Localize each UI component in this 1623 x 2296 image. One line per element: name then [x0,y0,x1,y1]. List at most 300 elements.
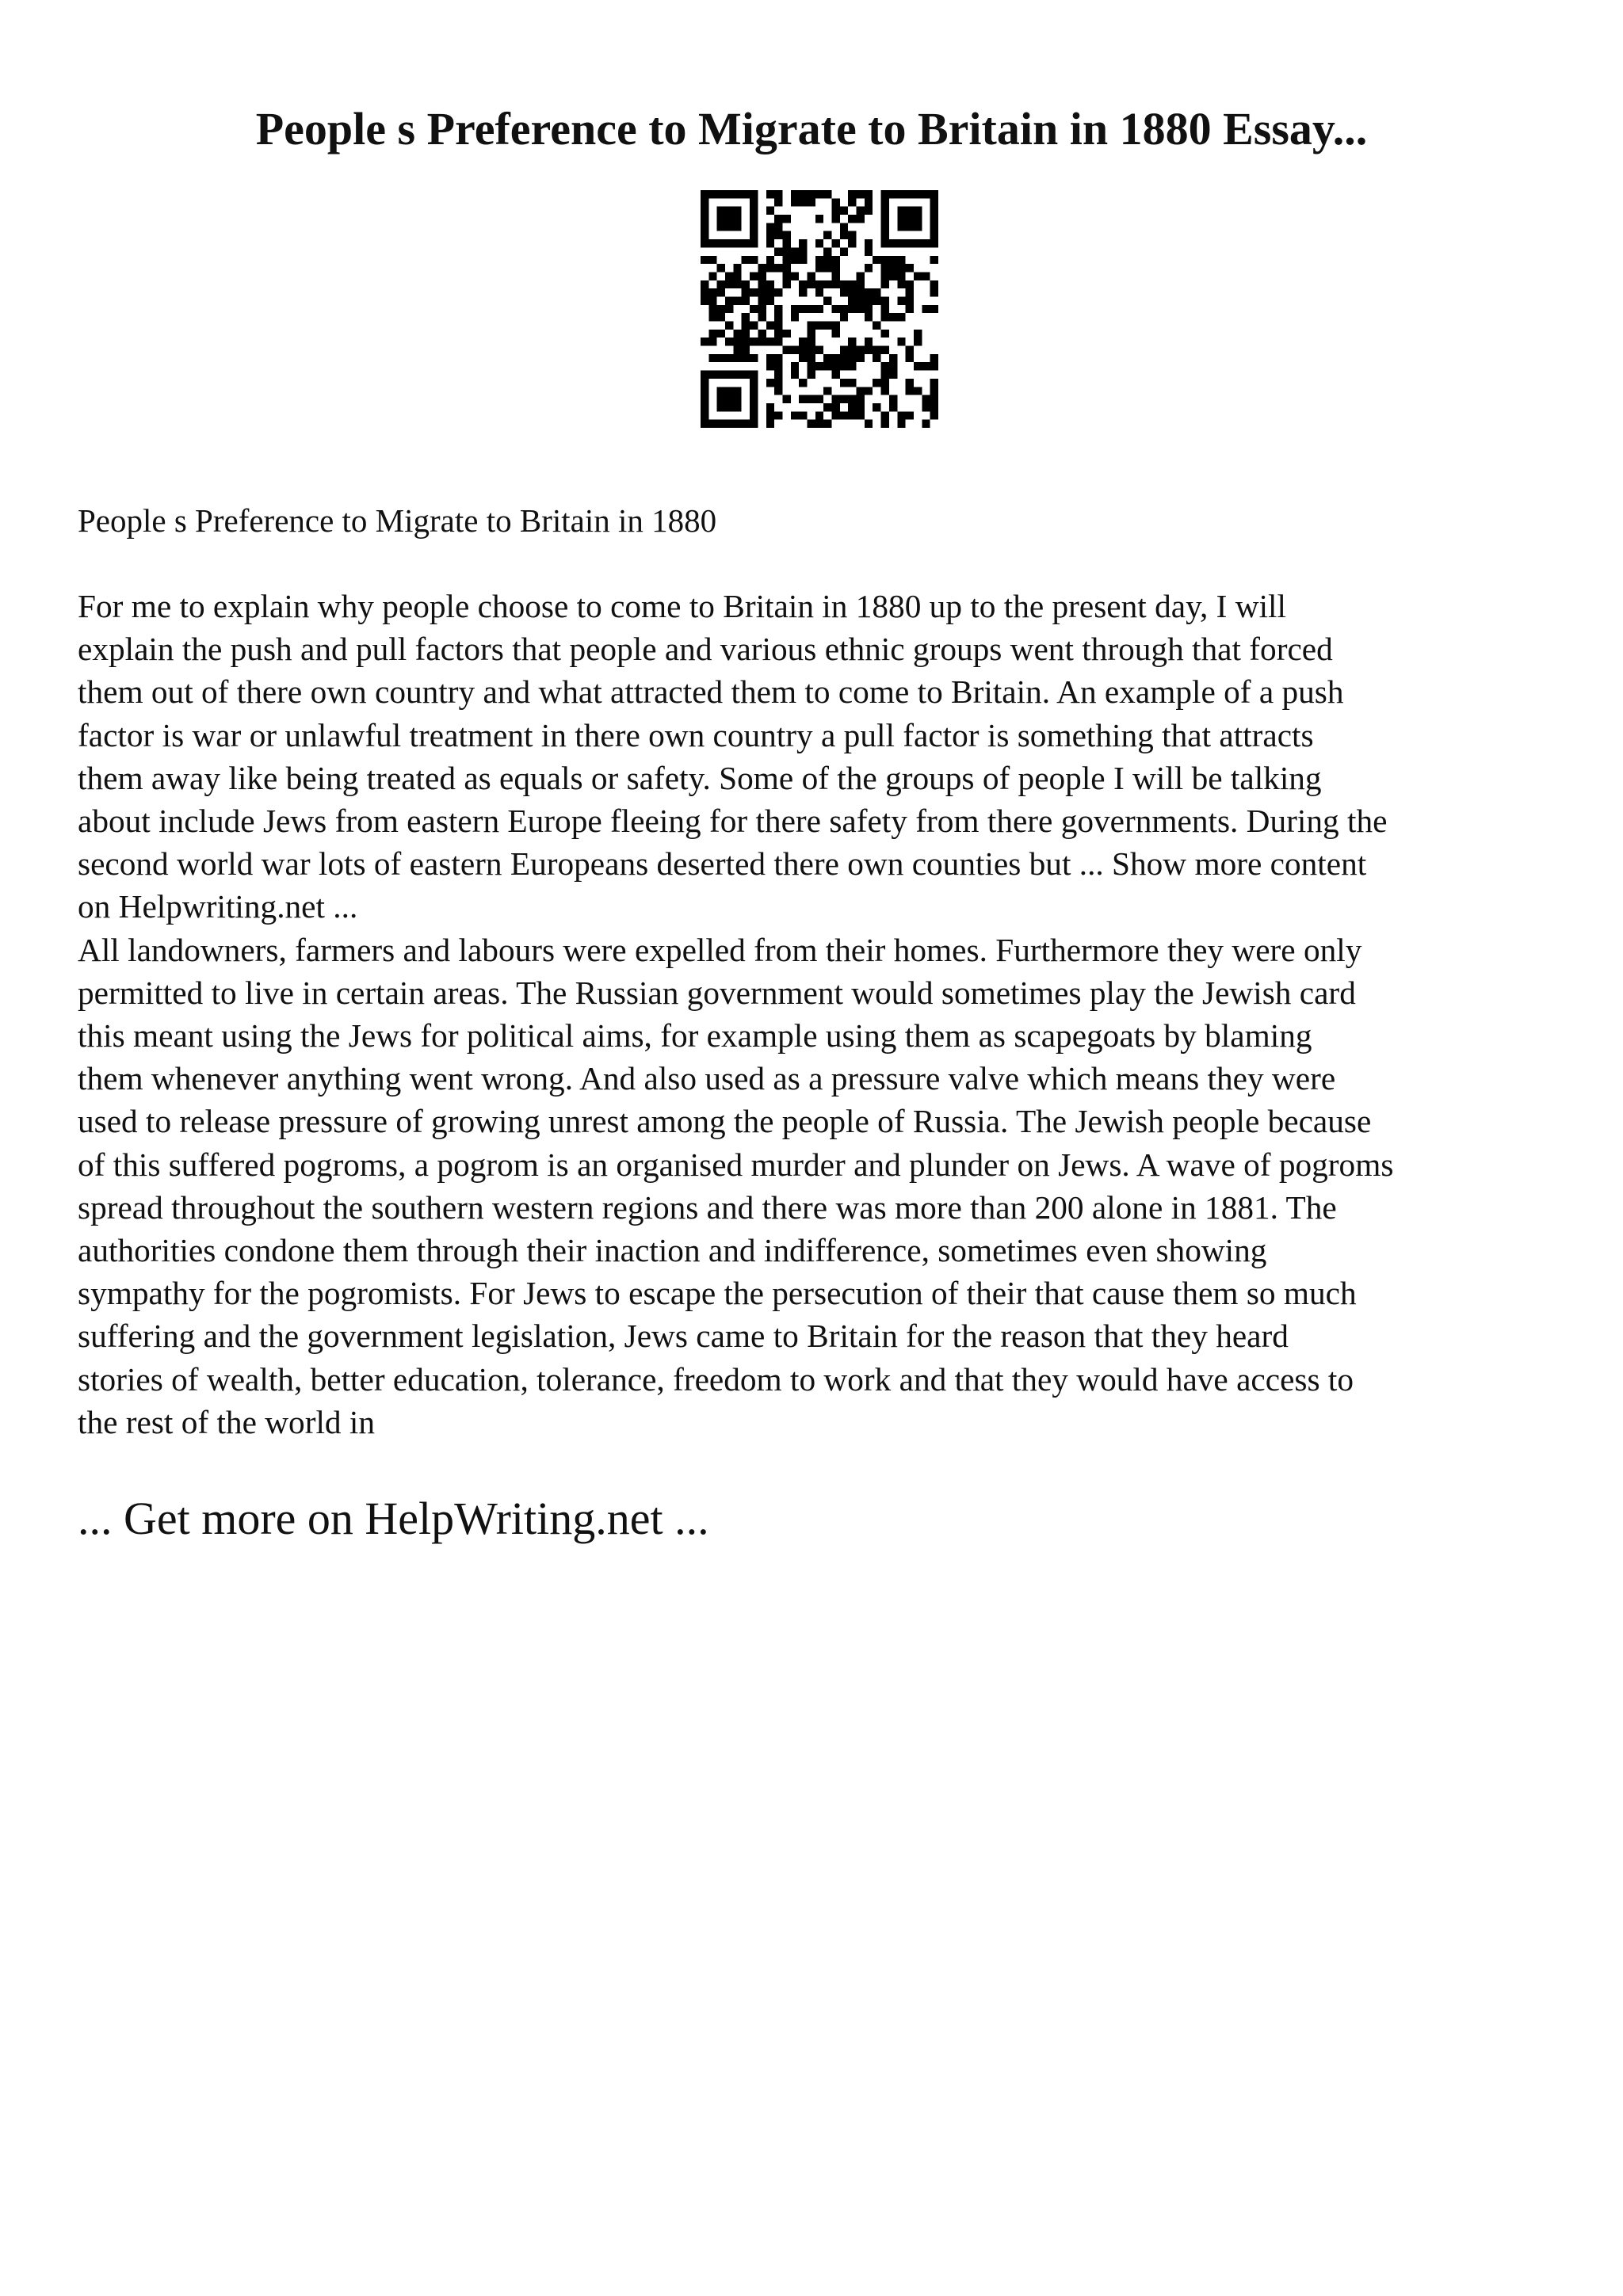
qr-module [717,264,725,272]
qr-module [832,322,840,330]
qr-module [742,296,750,304]
qr-module [897,313,905,321]
qr-module [823,322,831,330]
qr-module [758,288,766,296]
qr-module [889,362,897,370]
qr-module [758,338,766,345]
qr-module [717,354,725,362]
qr-module [733,354,741,362]
qr-module [701,239,708,247]
qr-module [914,362,922,370]
qr-module [717,305,725,313]
qr-module [848,346,856,354]
qr-module [733,403,741,411]
qr-module [857,411,865,419]
qr-module [799,288,807,296]
qr-module [881,207,889,215]
qr-module [815,411,823,419]
qr-module [791,190,799,198]
qr-module [701,411,708,419]
qr-module [930,215,938,223]
qr-module [733,280,741,288]
qr-module [930,231,938,239]
qr-module [881,296,889,304]
qr-module [930,256,938,264]
qr-module [807,362,815,370]
qr-module [774,387,782,395]
qr-module [840,247,848,255]
qr-module [725,305,733,313]
qr-module [873,256,880,264]
qr-module [906,190,914,198]
qr-module [766,420,774,428]
qr-module [881,362,889,370]
qr-module [782,272,790,280]
qr-module [791,411,799,419]
qr-module [889,190,897,198]
qr-module [717,387,725,395]
qr-module [815,215,823,223]
qr-module [782,215,790,223]
qr-module [848,190,856,198]
qr-module [701,223,708,231]
qr-module [914,239,922,247]
qr-module [725,223,733,231]
paragraph-2-line: authorities condone them through their inaction and indifference, sometimes even showing [78,1232,1267,1269]
qr-module [791,305,799,313]
qr-module [774,231,782,239]
qr-module [733,190,741,198]
qr-module [823,256,831,264]
qr-module [708,239,716,247]
qr-module [807,272,815,280]
qr-module [857,346,865,354]
qr-module [807,346,815,354]
qr-module [848,288,856,296]
qr-module [725,403,733,411]
qr-module [930,354,938,362]
qr-module [823,247,831,255]
qr-module [914,330,922,338]
qr-module [906,215,914,223]
qr-module [708,313,716,321]
qr-module [708,288,716,296]
qr-module [897,264,905,272]
qr-module [791,272,799,280]
qr-module [857,387,865,395]
qr-module [857,296,865,304]
qr-module [708,305,716,313]
qr-module [922,395,930,403]
qr-module [906,387,914,395]
qr-module [774,288,782,296]
qr-module [701,198,708,206]
qr-module [766,411,774,419]
qr-module [922,239,930,247]
qr-module [708,256,716,264]
qr-module [791,371,799,379]
qr-module [906,288,914,296]
qr-module [774,223,782,231]
qr-module [758,330,766,338]
paragraph-2-line: All landowners, farmers and labours were expelled from their homes. Furthermore they were only [78,931,1362,968]
qr-module [881,223,889,231]
qr-module [701,215,708,223]
qr-module [750,387,758,395]
qr-module [750,395,758,403]
qr-module [823,403,831,411]
qr-module [758,280,766,288]
paragraph-1-line: them out of there own country and what attracted them to come to Britain. An example of a push [78,673,1344,711]
qr-module [708,330,716,338]
qr-module [840,313,848,321]
qr-module [725,280,733,288]
qr-module [774,305,782,313]
qr-module [717,239,725,247]
qr-module [701,288,708,296]
qr-module [889,371,897,379]
qr-module [782,256,790,264]
qr-module [799,354,807,362]
qr-module [799,198,807,206]
qr-module [848,395,856,403]
qr-module [914,387,922,395]
qr-module [897,420,905,428]
qr-module [840,280,848,288]
qr-module [848,403,856,411]
qr-module [865,305,873,313]
qr-module [906,264,914,272]
qr-module [865,247,873,255]
qr-module [848,280,856,288]
qr-module [881,272,889,280]
qr-module [906,379,914,387]
qr-module [865,198,873,206]
qr-module [725,215,733,223]
qr-module [774,354,782,362]
qr-module [717,330,725,338]
qr-module [857,395,865,403]
qr-module [799,280,807,288]
qr-module [774,313,782,321]
qr-module [701,420,708,428]
qr-module [725,239,733,247]
qr-module [848,338,856,345]
qr-module [865,239,873,247]
paragraph-2-line: used to release pressure of growing unrest among the people of Russia. The Jewish people because [78,1103,1372,1140]
qr-module [832,239,840,247]
qr-module [914,215,922,223]
qr-module [742,280,750,288]
qr-module [750,223,758,231]
qr-module [897,272,905,280]
qr-module [897,411,905,419]
qr-module [708,420,716,428]
qr-module [750,215,758,223]
qr-module [930,190,938,198]
qr-module [906,239,914,247]
qr-module [865,313,873,321]
qr-module [922,190,930,198]
qr-module [922,420,930,428]
qr-module [815,239,823,247]
qr-module [897,338,905,345]
qr-module [848,305,856,313]
qr-module [930,411,938,419]
qr-module [750,256,758,264]
qr-module [897,256,905,264]
qr-module [848,411,856,419]
qr-module [930,395,938,403]
qr-module [840,346,848,354]
qr-module [848,215,856,223]
qr-module [840,305,848,313]
qr-module [766,338,774,345]
qr-module [782,264,790,272]
qr-module [725,387,733,395]
qr-module [930,403,938,411]
qr-module [750,190,758,198]
qr-module [881,190,889,198]
qr-module [733,338,741,345]
qr-module [750,239,758,247]
qr-module [848,198,856,206]
qr-module [840,395,848,403]
qr-module [766,354,774,362]
qr-module [897,280,905,288]
qr-module [930,239,938,247]
qr-module [750,338,758,345]
qr-module [766,288,774,296]
qr-module [906,296,914,304]
qr-module [750,272,758,280]
paragraph-2-line: suffering and the government legislation, Jews came to Britain for the reason that they heard [78,1318,1289,1355]
qr-module [799,190,807,198]
qr-module [750,420,758,428]
qr-module [857,305,865,313]
qr-module [832,215,840,223]
qr-module [766,264,774,272]
qr-module [774,215,782,223]
paragraph-2-line: the rest of the world in [78,1403,376,1440]
qr-module [717,207,725,215]
qr-module [791,346,799,354]
qr-module [758,296,766,304]
paragraph-2-line: of this suffered pogroms, a pogrom is an organised murder and plunder on Jews. A wave of pogroms [78,1146,1394,1183]
qr-module [815,280,823,288]
qr-module [823,354,831,362]
qr-module [881,346,889,354]
qr-module [881,330,889,338]
qr-module [857,190,865,198]
qr-module [865,338,873,345]
qr-module [701,231,708,239]
qr-module [832,305,840,313]
qr-module [701,403,708,411]
qr-module [742,313,750,321]
qr-module [791,362,799,370]
document-subtitle: People s Preference to Migrate to Britain in 1880 [78,502,717,539]
qr-module [701,371,708,379]
qr-module [840,288,848,296]
paragraph-2-line: sympathy for the pogromists. For Jews to escape the persecution of their that cause them so much [78,1275,1357,1312]
qr-module [725,296,733,304]
qr-module [807,322,815,330]
qr-module [742,346,750,354]
qr-module [914,272,922,280]
qr-module [750,322,758,330]
qr-module [857,280,865,288]
qr-module [881,198,889,206]
qr-module [840,362,848,370]
qr-module [823,296,831,304]
qr-module [922,305,930,313]
get-more-link[interactable]: ... Get more on HelpWriting.net ... [78,1493,709,1544]
qr-module [774,247,782,255]
qr-module [733,330,741,338]
qr-module [799,256,807,264]
paragraph-2-line: this meant using the Jews for political aims, for example using them as scapegoats by blaming [78,1017,1312,1055]
qr-module [766,280,774,288]
paragraph-2-line: spread throughout the southern western regions and there was more than 200 alone in 1881. The [78,1188,1337,1226]
qr-module [832,272,840,280]
qr-module [881,280,889,288]
qr-module [930,387,938,395]
qr-module [717,280,725,288]
qr-module [897,215,905,223]
qr-module [799,411,807,419]
qr-module [815,256,823,264]
qr-module [782,280,790,288]
qr-module [914,338,922,345]
qr-module [873,288,880,296]
qr-module [815,264,823,272]
qr-module [906,411,914,419]
qr-module [758,264,766,272]
qr-module [733,272,741,280]
qr-module [717,420,725,428]
qr-code-icon [701,190,938,428]
qr-module [889,256,897,264]
qr-module [848,239,856,247]
qr-module [897,223,905,231]
qr-module [873,322,880,330]
qr-module [766,231,774,239]
qr-module [717,403,725,411]
paragraph-1-line: on Helpwriting.net ... [78,888,358,925]
qr-module [733,264,741,272]
qr-module [717,223,725,231]
qr-module [815,362,823,370]
qr-module [832,198,840,206]
qr-module [774,338,782,345]
qr-module [733,239,741,247]
qr-module [742,330,750,338]
qr-module [774,411,782,419]
qr-module [742,420,750,428]
qr-module [832,411,840,419]
qr-module [889,239,897,247]
qr-module [725,272,733,280]
qr-module [815,420,823,428]
qr-module [815,190,823,198]
qr-module [832,354,840,362]
qr-module [750,354,758,362]
qr-module [708,338,716,345]
qr-module [791,313,799,321]
qr-module [791,198,799,206]
qr-module [889,272,897,280]
qr-module [881,387,889,395]
qr-module [799,239,807,247]
paragraph-2-line: permitted to live in certain areas. The Russian government would sometimes play the Jewish card [78,974,1356,1011]
qr-module [807,305,815,313]
qr-module [889,354,897,362]
qr-module [906,354,914,362]
qr-module [717,215,725,223]
qr-module [848,379,856,387]
qr-module [766,403,774,411]
paragraph-1-line: second world war lots of eastern Europeans deserted there own counties but ... Show more content [78,845,1367,883]
qr-module [725,354,733,362]
qr-module [930,379,938,387]
qr-module [823,190,831,198]
qr-module [906,346,914,354]
qr-module [750,371,758,379]
qr-module [848,296,856,304]
qr-module [782,231,790,239]
qr-module [708,296,716,304]
qr-module [807,354,815,362]
document-title: People s Preference to Migrate to Britain in 1880 Essay... [255,103,1368,154]
qr-module [897,207,905,215]
qr-module [889,395,897,403]
qr-module [742,256,750,264]
qr-module [742,288,750,296]
qr-module [766,379,774,387]
qr-module [750,379,758,387]
qr-module [832,264,840,272]
qr-module [881,256,889,264]
qr-module [881,411,889,419]
qr-module [708,190,716,198]
qr-module [701,280,708,288]
qr-module [832,362,840,370]
qr-module [840,354,848,362]
qr-module [914,190,922,198]
qr-module [922,362,930,370]
qr-module [725,371,733,379]
qr-module [807,338,815,345]
qr-module [857,272,865,280]
qr-module [873,379,880,387]
qr-module [930,288,938,296]
qr-module [889,403,897,411]
qr-module [774,322,782,330]
paragraph-2-line: stories of wealth, better education, tolerance, freedom to work and that they would have access to [78,1360,1354,1398]
qr-module [774,330,782,338]
qr-module [733,215,741,223]
qr-module [782,239,790,247]
qr-module [799,247,807,255]
qr-module [774,264,782,272]
qr-module [774,198,782,206]
qr-module [782,330,790,338]
qr-module [708,354,716,362]
qr-module [865,346,873,354]
paragraph-1-line: explain the push and pull factors that people and various ethnic groups went through that forced [78,631,1333,668]
qr-module [922,272,930,280]
